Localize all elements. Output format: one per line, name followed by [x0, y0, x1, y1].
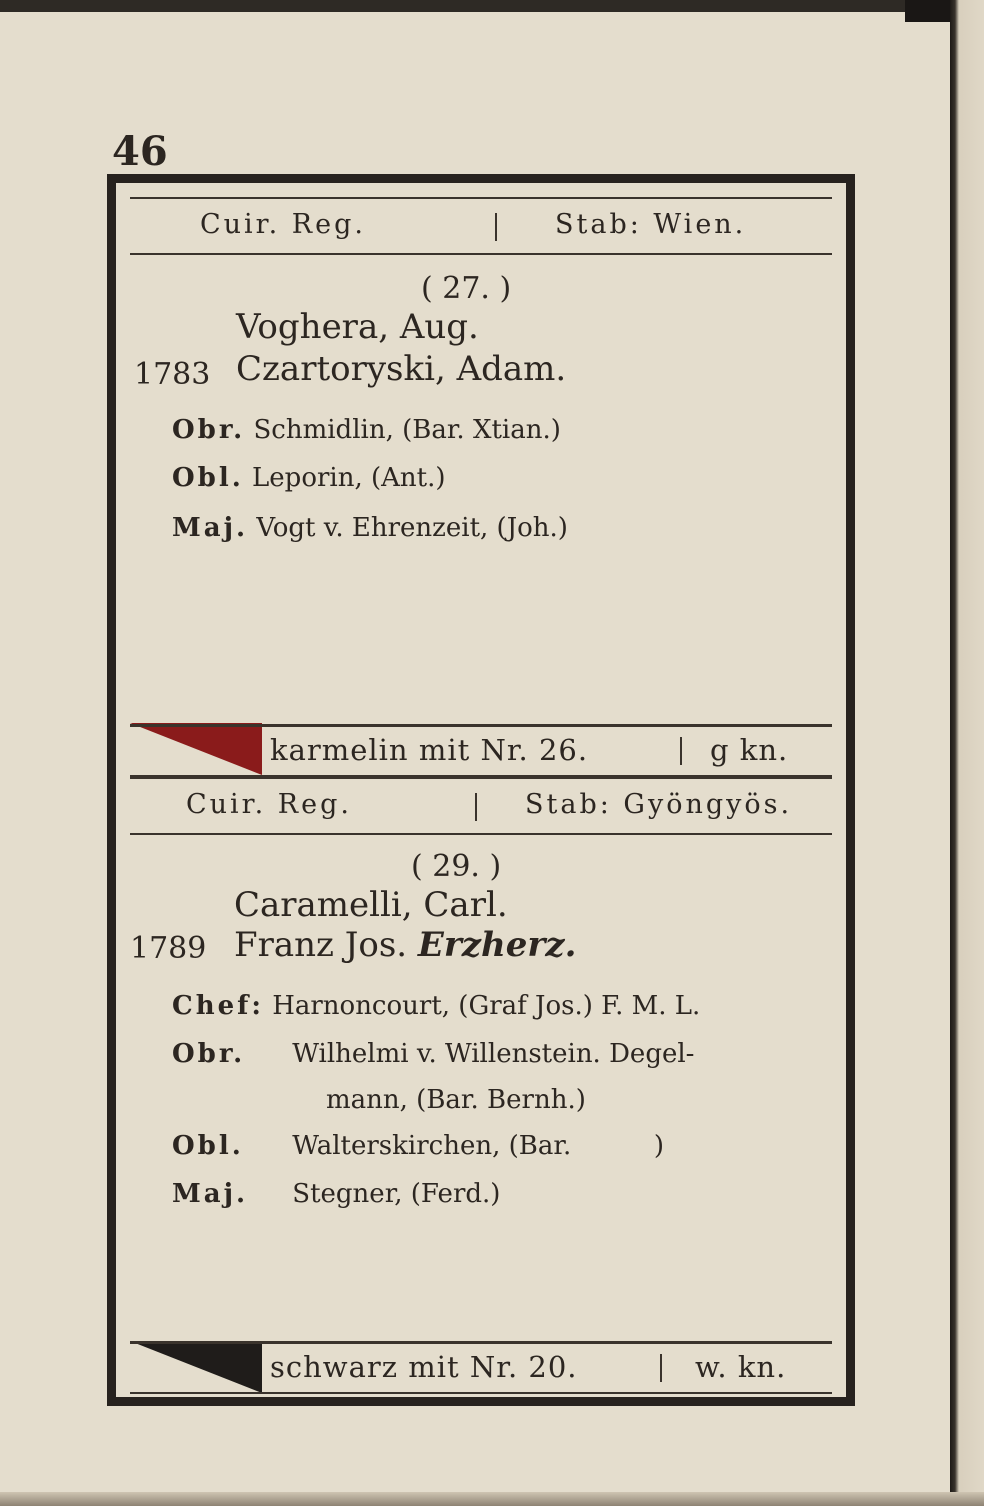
- officer-rank: Obr.: [172, 1039, 246, 1069]
- book-gutter: [950, 0, 984, 1506]
- officer-rank: Obl.: [172, 463, 244, 493]
- officer-row: [172, 1131, 664, 1161]
- regiment-year: 1789: [130, 931, 207, 966]
- regiment-block-27: [116, 183, 846, 783]
- officer-row: [172, 415, 561, 445]
- regiment-footer: [130, 1341, 832, 1394]
- officer-name: Stegner, (Ferd.): [292, 1179, 501, 1209]
- officer-name: Leporin, (Ant.): [252, 463, 446, 493]
- facing-description: schwarz mit Nr. 20.: [270, 1350, 578, 1384]
- regiment-footer: [130, 724, 832, 777]
- officer-rank: Chef:: [172, 991, 264, 1021]
- officer-row: [172, 1179, 500, 1209]
- button-description: w. kn.: [695, 1350, 787, 1384]
- officer-name: Harnoncourt, (Graf Jos.) F. M. L.: [272, 991, 701, 1021]
- regiment-stab: Stab: Gyöngyös.: [525, 789, 793, 820]
- regiment-type: Cuir. Reg.: [200, 209, 366, 240]
- owner-name: Franz Jos.: [234, 925, 408, 965]
- regiment-header: [130, 777, 832, 835]
- regiment-owner: [234, 925, 576, 965]
- officer-row: [172, 1039, 694, 1069]
- officer-name: Wilhelmi v. Willenstein. Degel-: [292, 1039, 695, 1069]
- button-description: g kn.: [710, 733, 789, 767]
- regiment-number: ( 27. ): [421, 271, 512, 306]
- owner-title: Erzherz.: [417, 925, 577, 965]
- footer-divider: [680, 737, 682, 765]
- header-divider: [495, 213, 497, 241]
- officer-row-continuation: mann, (Bar. Bernh.): [326, 1085, 586, 1115]
- officer-rank: Obr.: [172, 415, 246, 445]
- officer-name: Vogt v. Ehrenzeit, (Joh.): [256, 513, 568, 543]
- officer-row: [172, 463, 446, 493]
- scan-top-edge: [0, 0, 984, 12]
- scan-bottom-edge: [0, 1492, 984, 1506]
- officer-name: Walterskirchen, (Bar. ): [292, 1131, 664, 1161]
- regiment-block-29: [116, 773, 846, 1373]
- regiment-frame: [107, 174, 855, 1406]
- footer-divider: [660, 1354, 662, 1382]
- officer-row: [172, 991, 700, 1021]
- header-divider: [475, 793, 477, 821]
- regiment-owner: Czartoryski, Adam.: [236, 349, 567, 389]
- regiment-year: 1783: [134, 357, 211, 392]
- regiment-type: Cuir. Reg.: [186, 789, 352, 820]
- officer-rank: Maj.: [172, 1179, 249, 1209]
- officer-rank: Obl.: [172, 1131, 244, 1161]
- regiment-number: ( 29. ): [411, 849, 502, 884]
- officer-name: Schmidlin, (Bar. Xtian.): [253, 415, 561, 445]
- regiment-commander: Voghera, Aug.: [236, 307, 479, 347]
- regiment-stab: Stab: Wien.: [555, 209, 747, 240]
- regiment-header: [130, 197, 832, 255]
- page-number: 46: [112, 128, 168, 175]
- facing-description: karmelin mit Nr. 26.: [270, 733, 589, 767]
- officer-row: [172, 513, 568, 543]
- regiment-commander: Caramelli, Carl.: [234, 885, 508, 925]
- officer-rank: Maj.: [172, 513, 249, 543]
